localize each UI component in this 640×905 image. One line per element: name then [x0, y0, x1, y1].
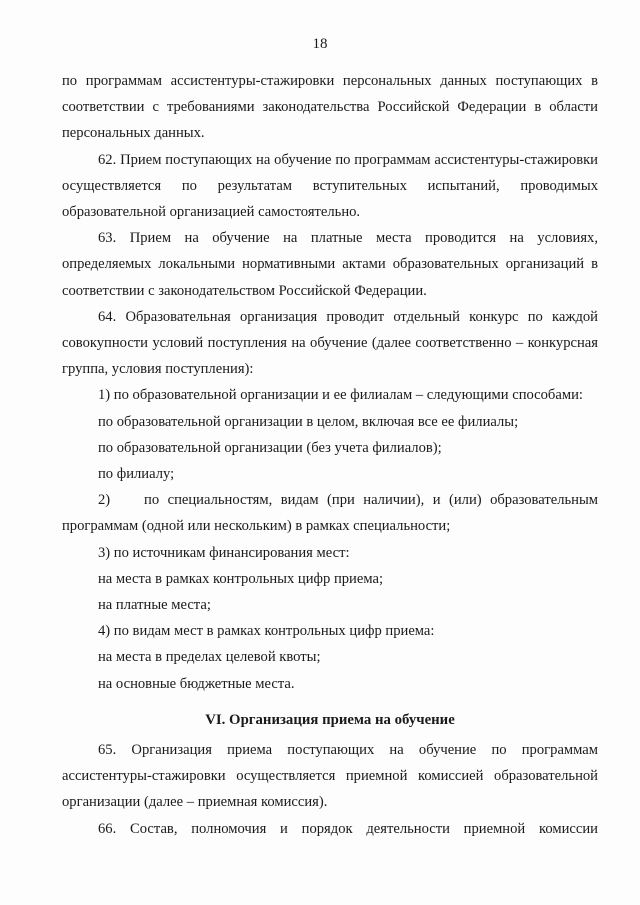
- list-subitem: на основные бюджетные места.: [98, 675, 295, 692]
- list-subitem: по образовательной организации (без учета филиалов);: [98, 439, 442, 456]
- paragraph-66: 66. Состав, полномочия и порядок деятельности приемной комиссии: [98, 820, 598, 837]
- paragraph-63: 63. Прием на обучение на платные места проводится на условиях, определяемых локальными нормативными актами образовательных организаций в соответствии с законодательством Российской Федерации.: [62, 230, 598, 299]
- list-item-3: 3) по источникам финансирования мест:: [98, 544, 350, 561]
- list-subitem: на платные места;: [98, 597, 211, 614]
- list-subitem: по образовательной организации в целом, включая все ее филиалы;: [98, 413, 519, 430]
- document-body: [62, 68, 602, 842]
- paragraph-64: 64. Образовательная организация проводит отдельный конкурс по каждой совокупности условий поступления на обучение (далее соответственно – конкурсная группа, условия поступления):: [62, 308, 598, 378]
- list-item-2: 2) по специальностям, видам (при наличии), и (или) образовательным программам (одной или нескольким) в рамках специальности;: [62, 492, 602, 535]
- paragraph-continuation: по программам ассистентуры-стажировки персональных данных поступающих в соответствии с требованиями законодательства Российской Федерации в области персональных данных.: [62, 73, 598, 142]
- section-heading: VI. Организация приема на обучение: [205, 711, 455, 728]
- list-subitem: по филиалу;: [98, 466, 175, 483]
- list-subitem: на места в пределах целевой квоты;: [98, 649, 321, 666]
- page-number: 18: [312, 36, 328, 52]
- list-item-4: 4) по видам мест в рамках контрольных цифр приема:: [98, 623, 435, 640]
- list-item-1: 1) по образовательной организации и ее филиалам – следующими способами:: [98, 387, 583, 404]
- list-subitem: на места в рамках контрольных цифр приема;: [98, 570, 384, 587]
- paragraph-62: 62. Прием поступающих на обучение по программам ассистентуры-стажировки осуществляется по результатам вступительных испытаний, проводимых образовательной организацией самостоятельно.: [62, 151, 598, 221]
- paragraph-65: 65. Организация приема поступающих на обучение по программам ассистентуры-стажировки осуществляется приемной комиссией образовательной организации (далее – приемная комиссия).: [62, 742, 598, 811]
